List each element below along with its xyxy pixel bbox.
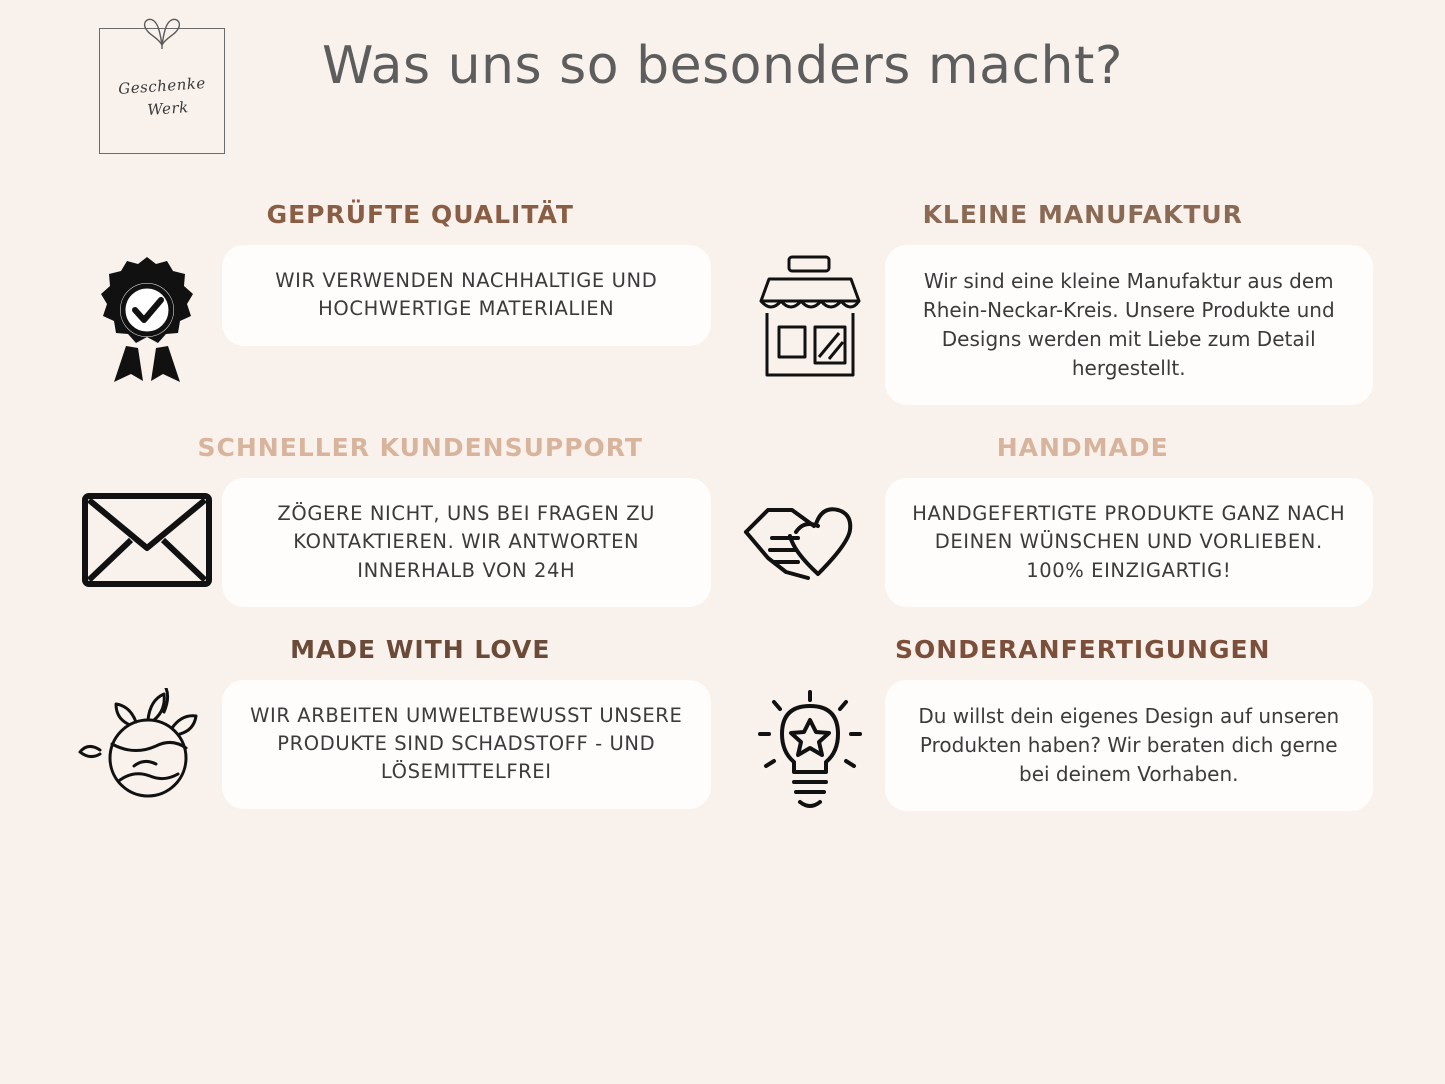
feature-heading: SCHNELLER KUNDENSUPPORT [197, 433, 643, 462]
feature-text: WIR ARBEITEN UMWELTBEWUSST UNSERE PRODUKTE SIND SCHADSTOFF - UND LÖSEMITTELFREI [250, 703, 683, 784]
feature-text-bubble [222, 680, 711, 809]
feature-schneller-kundensupport [60, 433, 723, 607]
feature-gepruefte-qualitaet [60, 200, 723, 405]
hand-heart-icon [735, 478, 885, 598]
feature-text: Wir sind eine kleine Manufaktur aus dem Rhein-Neckar-Kreis. Unsere Produkte und Designs werden mit Liebe zum Detail hergestellt. [922, 269, 1335, 380]
features-row [60, 433, 1385, 607]
feature-text-bubble [222, 478, 711, 607]
feature-text: Du willst dein eigenes Design auf unseren Produkten haben? Wir beraten dich gerne bei deinem Vorhaben. [918, 703, 1340, 786]
feature-sonderanfertigungen [723, 635, 1386, 816]
feature-made-with-love [60, 635, 723, 816]
feature-text-bubble [222, 245, 711, 346]
quality-badge-icon [72, 245, 222, 385]
feature-heading: MADE WITH LOVE [290, 634, 551, 664]
lightbulb-star-icon [735, 680, 885, 816]
features-row [60, 635, 1385, 816]
page-title: Was uns so besonders macht? [322, 36, 1123, 96]
feature-text-bubble [885, 680, 1374, 811]
earth-nature-icon [72, 680, 222, 800]
feature-text-bubble [885, 478, 1374, 607]
feature-heading: SONDERANFERTIGUNGEN [895, 634, 1271, 664]
feature-text: WIR VERWENDEN NACHHALTIGE UND HOCHWERTIGE MATERIALIEN [275, 269, 658, 321]
brand-logo-line1: Geschenke [117, 73, 207, 99]
feature-text: ZÖGERE NICHT, UNS BEI FRAGEN ZU KONTAKTIEREN. WIR ANTWORTEN INNERHALB VON 24H [277, 502, 656, 582]
feature-text-bubble [885, 245, 1374, 405]
brand-logo-line2: Werk [146, 97, 190, 119]
feature-heading: HANDMADE [996, 433, 1169, 462]
feature-text: HANDGEFERTIGTE PRODUKTE GANZ NACH DEINEN WÜNSCHEN UND VORLIEBEN. 100% EINZIGARTIG! [912, 502, 1346, 582]
feature-heading: KLEINE MANUFAKTUR [922, 200, 1243, 229]
feature-kleine-manufaktur [723, 200, 1386, 405]
features-grid [60, 200, 1385, 844]
feature-handmade [723, 433, 1386, 607]
storefront-icon [735, 245, 885, 381]
envelope-icon [72, 478, 222, 592]
feature-heading: GEPRÜFTE QUALITÄT [266, 200, 574, 229]
features-row [60, 200, 1385, 405]
